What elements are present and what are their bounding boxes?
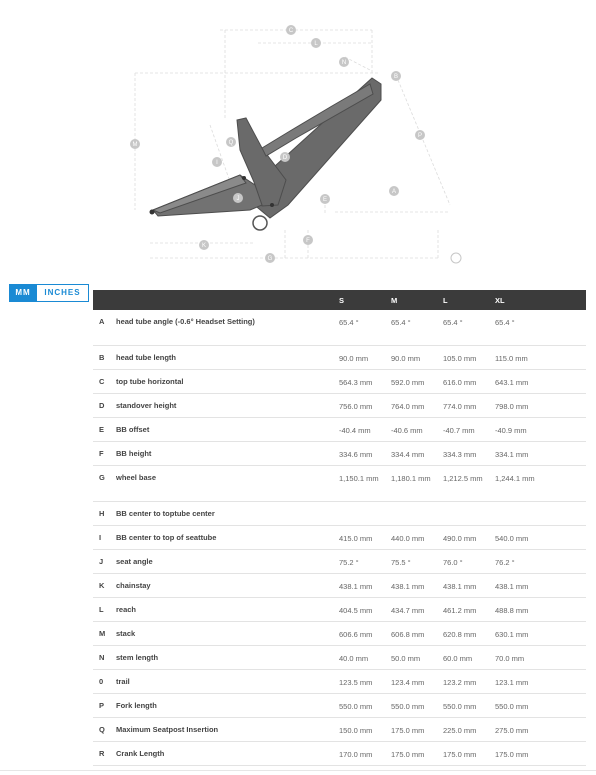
table-row bbox=[93, 670, 586, 694]
divider bbox=[0, 770, 596, 771]
header-label bbox=[116, 290, 339, 310]
dimension-label: J bbox=[236, 196, 240, 202]
table-row bbox=[93, 442, 586, 466]
row-key: E bbox=[93, 418, 116, 442]
row-value: -40.4 mm bbox=[339, 418, 391, 442]
row-label: seat angle bbox=[116, 550, 339, 574]
row-key: P bbox=[93, 694, 116, 718]
row-value: 438.1 mm bbox=[443, 574, 495, 598]
table-header-row bbox=[93, 290, 586, 310]
table-row bbox=[93, 394, 586, 418]
row-value: 550.0 mm bbox=[391, 694, 443, 718]
row-value: 334.3 mm bbox=[443, 442, 495, 466]
row-label: chainstay bbox=[116, 574, 339, 598]
row-value: 150.0 mm bbox=[339, 718, 391, 742]
table-row bbox=[93, 418, 586, 442]
row-label: BB offset bbox=[116, 418, 339, 442]
row-value: 550.0 mm bbox=[339, 694, 391, 718]
row-value: 65.4 ° bbox=[339, 310, 391, 346]
table-row bbox=[93, 466, 586, 502]
row-label: BB center to toptube center bbox=[116, 502, 339, 526]
trail-marker bbox=[451, 253, 461, 263]
row-label: head tube length bbox=[116, 346, 339, 370]
row-value: 60.0 mm bbox=[443, 646, 495, 670]
dimension-label: F bbox=[306, 238, 310, 244]
table-row bbox=[93, 742, 586, 766]
row-key: Q bbox=[93, 718, 116, 742]
row-key: N bbox=[93, 646, 116, 670]
row-value: 774.0 mm bbox=[443, 394, 495, 418]
dimension-label: E bbox=[322, 197, 328, 203]
row-key: 0 bbox=[93, 670, 116, 694]
row-value: 334.1 mm bbox=[495, 442, 586, 466]
row-key: G bbox=[93, 466, 116, 502]
table-body bbox=[93, 310, 586, 766]
header-size-xl: XL bbox=[495, 290, 586, 310]
row-value: 798.0 mm bbox=[495, 394, 586, 418]
row-value: 70.0 mm bbox=[495, 646, 586, 670]
row-value: 606.6 mm bbox=[339, 622, 391, 646]
row-key: I bbox=[93, 526, 116, 550]
row-value: 65.4 ° bbox=[391, 310, 443, 346]
dimension-label: N bbox=[341, 60, 347, 66]
table-row bbox=[93, 550, 586, 574]
row-value: 65.4 ° bbox=[443, 310, 495, 346]
row-label: Fork length bbox=[116, 694, 339, 718]
row-value: 76.2 ° bbox=[495, 550, 586, 574]
row-value: 415.0 mm bbox=[339, 526, 391, 550]
table-row bbox=[93, 694, 586, 718]
row-value: 550.0 mm bbox=[443, 694, 495, 718]
row-label: trail bbox=[116, 670, 339, 694]
row-value: 756.0 mm bbox=[339, 394, 391, 418]
row-value: 404.5 mm bbox=[339, 598, 391, 622]
row-value: 123.4 mm bbox=[391, 670, 443, 694]
row-value bbox=[495, 502, 586, 526]
row-label: Crank Length bbox=[116, 742, 339, 766]
row-value: -40.6 mm bbox=[391, 418, 443, 442]
row-value: 606.8 mm bbox=[391, 622, 443, 646]
row-value: 434.7 mm bbox=[391, 598, 443, 622]
row-value: 175.0 mm bbox=[391, 742, 443, 766]
row-key: L bbox=[93, 598, 116, 622]
row-value: -40.9 mm bbox=[495, 418, 586, 442]
row-value: 225.0 mm bbox=[443, 718, 495, 742]
row-value: 175.0 mm bbox=[391, 718, 443, 742]
row-value bbox=[391, 502, 443, 526]
geometry-table bbox=[93, 290, 586, 766]
row-key: C bbox=[93, 370, 116, 394]
row-value: 592.0 mm bbox=[391, 370, 443, 394]
row-value: 50.0 mm bbox=[391, 646, 443, 670]
table-row bbox=[93, 598, 586, 622]
dimension-label: P bbox=[417, 133, 423, 139]
row-label: stem length bbox=[116, 646, 339, 670]
dimension-label: M bbox=[132, 142, 138, 148]
row-value: 643.1 mm bbox=[495, 370, 586, 394]
table-row bbox=[93, 574, 586, 598]
row-value: 564.3 mm bbox=[339, 370, 391, 394]
row-key: M bbox=[93, 622, 116, 646]
row-value bbox=[443, 502, 495, 526]
dimension-label: I bbox=[216, 160, 218, 166]
row-value: 550.0 mm bbox=[495, 694, 586, 718]
row-value: 105.0 mm bbox=[443, 346, 495, 370]
row-value: 123.2 mm bbox=[443, 670, 495, 694]
row-value: 175.0 mm bbox=[443, 742, 495, 766]
unit-inches-button[interactable]: INCHES bbox=[37, 284, 89, 302]
row-value: 175.0 mm bbox=[495, 742, 586, 766]
row-value: 488.8 mm bbox=[495, 598, 586, 622]
row-value: 620.8 mm bbox=[443, 622, 495, 646]
row-key: A bbox=[93, 310, 116, 346]
unit-toggle bbox=[9, 284, 89, 302]
row-key: H bbox=[93, 502, 116, 526]
row-key: J bbox=[93, 550, 116, 574]
row-label: BB center to top of seattube bbox=[116, 526, 339, 550]
header-size-l: L bbox=[443, 290, 495, 310]
row-key: B bbox=[93, 346, 116, 370]
row-value: 76.0 ° bbox=[443, 550, 495, 574]
row-value: 65.4 ° bbox=[495, 310, 586, 346]
dimension-label: G bbox=[267, 256, 273, 262]
table-row bbox=[93, 646, 586, 670]
table-row bbox=[93, 718, 586, 742]
row-value: -40.7 mm bbox=[443, 418, 495, 442]
header-key bbox=[93, 290, 116, 310]
table-row bbox=[93, 310, 586, 346]
dimension-label: B bbox=[393, 74, 399, 80]
row-value: 438.1 mm bbox=[391, 574, 443, 598]
row-key: K bbox=[93, 574, 116, 598]
row-label: head tube angle (-0.6° Headset Setting) bbox=[116, 310, 339, 346]
row-value: 115.0 mm bbox=[495, 346, 586, 370]
frame-geometry-diagram bbox=[0, 0, 596, 275]
row-label: wheel base bbox=[116, 466, 339, 502]
row-value: 438.1 mm bbox=[339, 574, 391, 598]
row-value: 334.4 mm bbox=[391, 442, 443, 466]
row-value: 1,212.5 mm bbox=[443, 466, 495, 502]
dimension-label: L bbox=[314, 41, 318, 47]
row-value: 630.1 mm bbox=[495, 622, 586, 646]
row-value: 540.0 mm bbox=[495, 526, 586, 550]
row-value: 75.2 ° bbox=[339, 550, 391, 574]
row-value: 275.0 mm bbox=[495, 718, 586, 742]
header-size-s: S bbox=[339, 290, 391, 310]
row-value: 75.5 ° bbox=[391, 550, 443, 574]
row-label: Maximum Seatpost Insertion bbox=[116, 718, 339, 742]
row-value: 490.0 mm bbox=[443, 526, 495, 550]
unit-mm-button[interactable]: MM bbox=[9, 284, 37, 302]
row-label: BB height bbox=[116, 442, 339, 466]
row-value: 40.0 mm bbox=[339, 646, 391, 670]
table-row bbox=[93, 502, 586, 526]
dimension-label: K bbox=[201, 243, 207, 249]
row-key: F bbox=[93, 442, 116, 466]
bike-frame bbox=[153, 78, 381, 218]
row-value: 440.0 mm bbox=[391, 526, 443, 550]
row-value: 764.0 mm bbox=[391, 394, 443, 418]
row-key: D bbox=[93, 394, 116, 418]
row-value: 90.0 mm bbox=[391, 346, 443, 370]
row-label: standover height bbox=[116, 394, 339, 418]
dimension-label: Q bbox=[228, 140, 234, 146]
row-value bbox=[339, 502, 391, 526]
row-label: top tube horizontal bbox=[116, 370, 339, 394]
table-row bbox=[93, 370, 586, 394]
table-row bbox=[93, 622, 586, 646]
row-value: 334.6 mm bbox=[339, 442, 391, 466]
row-value: 1,244.1 mm bbox=[495, 466, 586, 502]
row-label: stack bbox=[116, 622, 339, 646]
row-value: 616.0 mm bbox=[443, 370, 495, 394]
row-value: 123.5 mm bbox=[339, 670, 391, 694]
dimension-label: C bbox=[288, 28, 294, 34]
row-label: reach bbox=[116, 598, 339, 622]
row-value: 170.0 mm bbox=[339, 742, 391, 766]
header-size-m: M bbox=[391, 290, 443, 310]
row-value: 90.0 mm bbox=[339, 346, 391, 370]
row-value: 461.2 mm bbox=[443, 598, 495, 622]
row-key: R bbox=[93, 742, 116, 766]
table-row bbox=[93, 526, 586, 550]
dimension-label: D bbox=[282, 155, 288, 161]
row-value: 123.1 mm bbox=[495, 670, 586, 694]
row-value: 438.1 mm bbox=[495, 574, 586, 598]
row-value: 1,150.1 mm bbox=[339, 466, 391, 502]
row-value: 1,180.1 mm bbox=[391, 466, 443, 502]
table-row bbox=[93, 346, 586, 370]
dimension-label: A bbox=[391, 189, 397, 195]
